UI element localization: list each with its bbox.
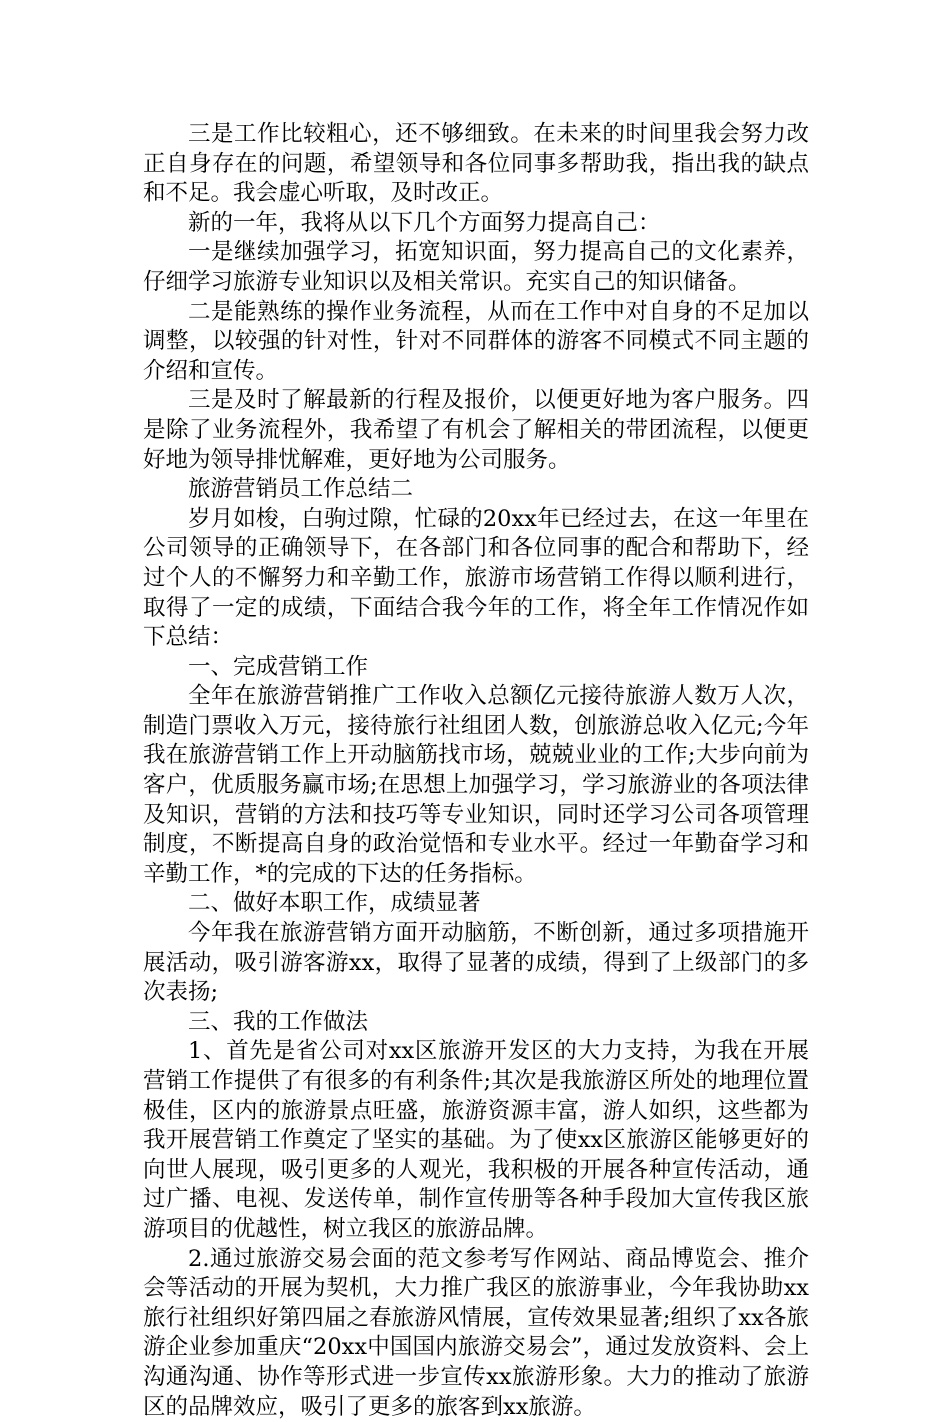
paragraph: 1、首先是省公司对xx区旅游开发区的大力支持，为我在开展营销工作提供了有很多的有利条件;其次是我旅游区所处的地理位置极佳，区内的旅游景点旺盛，旅游资源丰富，游人如织，这些都为我开展营销工作奠定了坚实的基础。为了使xx区旅游区能够更好的向世人展现，吸引更多的人观光，我积极的开展各种宣传活动，通过广播、电视、发送传单，制作宣传册等各种手段加大宣传我区旅游项目的优越性，树立我区的旅游品牌。 xyxy=(143,1038,809,1242)
paragraph: 全年在旅游营销推广工作收入总额亿元接待旅游人数万人次，制造门票收入万元，接待旅行社组团人数，创旅游总收入亿元;今年我在旅游营销工作上开动脑筋找市场，兢兢业业的工作;大步向前为客户，优质服务赢市场;在思想上加强学习，学习旅游业的各项法律及知识，营销的方法和技巧等专业知识，同时还学习公司各项管理制度，不断提高自身的政治觉悟和专业水平。经过一年勤奋学习和辛勤工作，*的完成的下达的任务指标。 xyxy=(143,683,809,887)
section-heading: 三、我的工作做法 xyxy=(188,1008,369,1035)
paragraph: 二是能熟练的操作业务流程，从而在工作中对自身的不足加以调整，以较强的针对性，针对不同群体的游客不同模式不同主题的介绍和宣传。 xyxy=(143,298,809,384)
document-body xyxy=(143,120,809,1422)
paragraph: 一是继续加强学习，拓宽知识面，努力提高自己的文化素养，仔细学习旅游专业知识以及相关常识。充实自己的知识储备。 xyxy=(143,239,809,295)
paragraph: 岁月如梭，白驹过隙，忙碌的20xx年已经过去，在这一年里在公司领导的正确领导下，在各部门和各位同事的配合和帮助下，经过个人的不懈努力和辛勤工作，旅游市场营销工作得以顺利进行，取得了一定的成绩，下面结合我今年的工作，将全年工作情况作如下总结： xyxy=(143,505,809,651)
paragraph: 新的一年，我将从以下几个方面努力提高自己： xyxy=(188,209,661,236)
section-heading: 一、完成营销工作 xyxy=(188,653,369,680)
section-title: 旅游营销员工作总结二 xyxy=(188,476,414,503)
paragraph: 今年我在旅游营销方面开动脑筋，不断创新，通过多项措施开展活动，吸引游客游xx，取得了显著的成绩，得到了上级部门的多次表扬; xyxy=(143,920,809,1006)
paragraph: 三是及时了解最新的行程及报价，以便更好地为客户服务。四是除了业务流程外，我希望了有机会了解相关的带团流程，以便更好地为领导排忧解难，更好地为公司服务。 xyxy=(143,387,809,473)
paragraph: 三是工作比较粗心，还不够细致。在未来的时间里我会努力改正自身存在的问题，希望领导和各位同事多帮助我，指出我的缺点和不足。我会虚心听取，及时改正。 xyxy=(143,121,809,207)
section-heading: 二、做好本职工作，成绩显著 xyxy=(188,890,481,917)
paragraph: 2.通过旅游交易会面的范文参考写作网站、商品博览会、推介会等活动的开展为契机，大力推广我区的旅游事业，今年我协助xx旅行社组织好第四届之春旅游风情展，宣传效果显著;组织了xx各旅游企业参加重庆“20xx中国国内旅游交易会”，通过发放资料、会上沟通沟通、协作等形式进一步宣传xx旅游形象。大力的推动了旅游区的品牌效应，吸引了更多的旅客到xx旅游。 xyxy=(143,1245,809,1420)
